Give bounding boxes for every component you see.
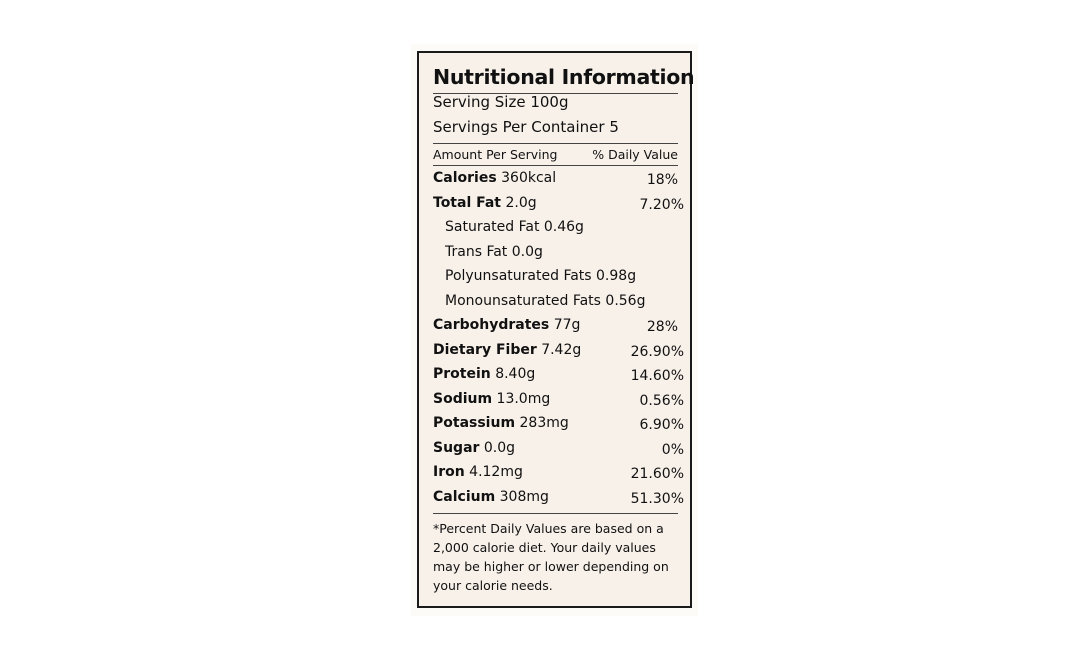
nutrient-dv: 0% <box>661 442 684 458</box>
daily-value-header: % Daily Value <box>592 147 678 162</box>
nutrient-row-potassium <box>433 415 569 431</box>
nutrient-row-iron <box>433 464 523 480</box>
footnote: *Percent Daily Values are based on a 2,000 calorie diet. Your daily values may be higher or lower depending on your calorie needs. <box>433 521 669 593</box>
nutrient-amount: 0.0g <box>483 440 516 456</box>
servings-per-container: Servings Per Container 5 <box>433 118 619 136</box>
serving-size: Serving Size 100g <box>433 93 569 111</box>
nutrient-row-calcium <box>433 489 549 505</box>
nutrient-name: Potassium <box>433 415 516 431</box>
nutrient-name: Carbohydrates <box>433 317 550 333</box>
nutrient-row-sugar <box>433 440 515 456</box>
nutrient-name: Sodium <box>433 391 493 407</box>
nutrient-row-calories <box>433 170 556 186</box>
divider <box>433 513 678 514</box>
label-title: Nutritional Information <box>433 65 695 89</box>
nutrient-name: Sugar <box>433 440 480 456</box>
nutrient-row-dietary-fiber <box>433 342 581 358</box>
nutrient-dv: 28% <box>646 319 678 335</box>
nutrient-dv: 0.56% <box>639 393 684 409</box>
nutrient-amount: 77g <box>553 317 581 333</box>
nutrient-row-total-fat <box>433 195 537 211</box>
nutrient-name: Dietary Fiber <box>433 342 537 358</box>
nutrient-subrow-monounsaturated-fats: Monounsaturated Fats 0.56g <box>445 293 646 309</box>
nutrient-dv: 18% <box>646 172 678 188</box>
nutrient-amount: 308mg <box>499 489 549 505</box>
nutrient-row-protein <box>433 366 535 382</box>
nutrient-name: Protein <box>433 366 491 382</box>
nutrient-amount: 2.0g <box>505 195 537 211</box>
nutrient-row-carbohydrates <box>433 317 580 333</box>
nutrient-amount: 4.12mg <box>469 464 523 480</box>
nutrient-dv: 26.90% <box>630 344 684 360</box>
amount-per-serving-header: Amount Per Serving <box>433 147 558 162</box>
nutrient-name: Iron <box>433 464 465 480</box>
divider <box>433 165 678 166</box>
nutrient-amount: 283mg <box>519 415 569 431</box>
nutrient-name: Total Fat <box>433 195 502 211</box>
nutrient-row-sodium <box>433 391 550 407</box>
nutrient-subrow-trans-fat: Trans Fat 0.0g <box>445 244 543 260</box>
nutrient-name: Calcium <box>433 489 496 505</box>
nutrient-name: Calories <box>433 170 497 186</box>
nutrient-dv: 21.60% <box>630 466 684 482</box>
nutrition-label <box>417 51 695 608</box>
nutrient-amount: 8.40g <box>495 366 536 382</box>
nutrient-amount: 13.0mg <box>496 391 551 407</box>
nutrient-amount: 360kcal <box>501 170 557 186</box>
divider <box>433 143 678 144</box>
nutrient-dv: 6.90% <box>639 417 684 433</box>
nutrient-subrow-polyunsaturated-fats: Polyunsaturated Fats 0.98g <box>445 268 637 284</box>
nutrient-dv: 7.20% <box>639 197 684 213</box>
nutrient-dv: 14.60% <box>630 368 684 384</box>
nutrient-amount: 7.42g <box>541 342 582 358</box>
nutrient-dv: 51.30% <box>630 491 684 507</box>
nutrient-subrow-saturated-fat: Saturated Fat 0.46g <box>445 219 584 235</box>
